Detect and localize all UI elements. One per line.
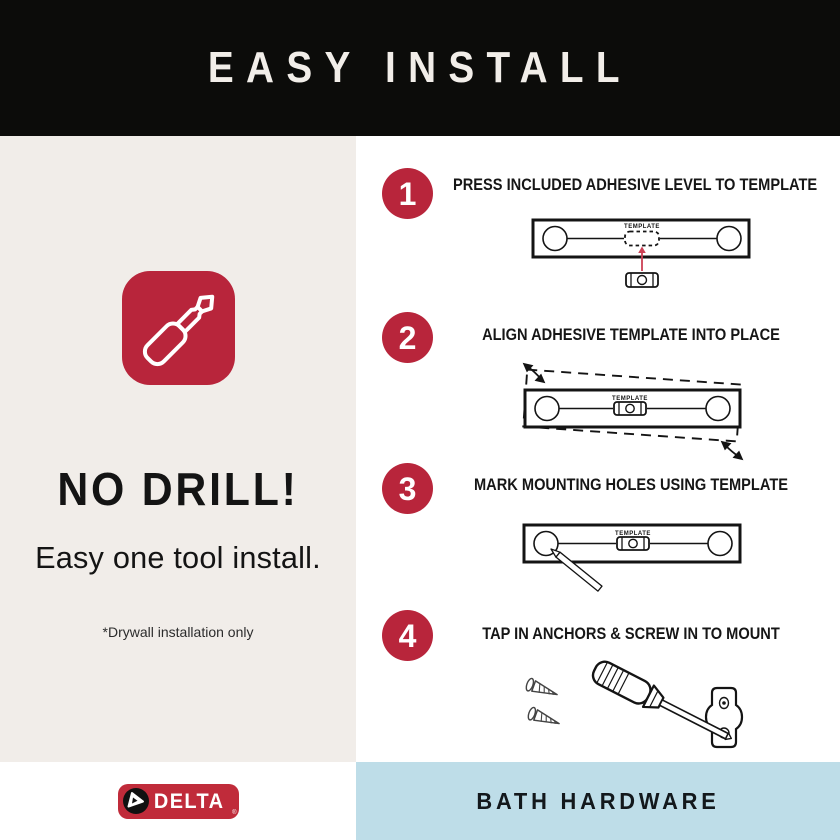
step-2-number: 2 [398, 319, 417, 356]
one-tool-subheading: Easy one tool install. [35, 540, 321, 575]
footer-brand-area [0, 762, 356, 840]
mark-holes-illustration [515, 523, 755, 595]
no-drill-heading: NO DRILL! [57, 463, 299, 515]
delta-logo [118, 784, 239, 819]
step-3-number: 3 [398, 470, 417, 507]
header [0, 0, 840, 136]
step-4-number-badge [382, 610, 433, 661]
step-2-title: ALIGN ADHESIVE TEMPLATE INTO PLACE [482, 325, 780, 344]
level-icon [617, 537, 649, 550]
press-level-illustration [524, 217, 764, 293]
step-1-title: PRESS INCLUDED ADHESIVE LEVEL TO TEMPLATE [452, 175, 818, 194]
step-3-title: MARK MOUNTING HOLES USING TEMPLATE [473, 475, 789, 494]
left-panel [0, 136, 356, 762]
step-4-title: TAP IN ANCHORS & SCREW IN TO MOUNT [482, 624, 780, 643]
level-icon [614, 402, 646, 415]
brand-wordmark: DELTA [153, 789, 225, 813]
screwdriver-icon [122, 271, 235, 385]
anchor-icon [527, 707, 562, 730]
template-label: TEMPLATE [612, 396, 648, 402]
level-icon [626, 273, 658, 287]
template-label: TEMPLATE [624, 224, 660, 230]
mount-hole-left-icon [543, 227, 567, 251]
step-1-number-badge [382, 168, 433, 219]
step-1-number: 1 [398, 175, 417, 212]
delta-triangle-icon [122, 787, 150, 815]
adjust-arrow-bottomright-icon [722, 442, 743, 460]
mount-illustration [511, 653, 759, 761]
footer-category-area [356, 762, 840, 840]
level-slot-icon [625, 232, 659, 246]
step-4-number: 4 [398, 617, 417, 654]
anchor-icon [525, 678, 560, 701]
step-2-number-badge [382, 312, 433, 363]
template-label: TEMPLATE [615, 531, 651, 537]
mount-hole-right-icon [717, 227, 741, 251]
align-template-illustration [511, 359, 755, 465]
registered-trademark: ® [232, 809, 237, 816]
drywall-footnote: *Drywall installation only [102, 624, 254, 640]
no-drill-badge [122, 271, 235, 385]
category-label: BATH HARDWARE [476, 787, 720, 814]
page-title: EASY INSTALL [208, 43, 632, 92]
steps-panel [356, 136, 840, 762]
step-3-number-badge [382, 463, 433, 514]
